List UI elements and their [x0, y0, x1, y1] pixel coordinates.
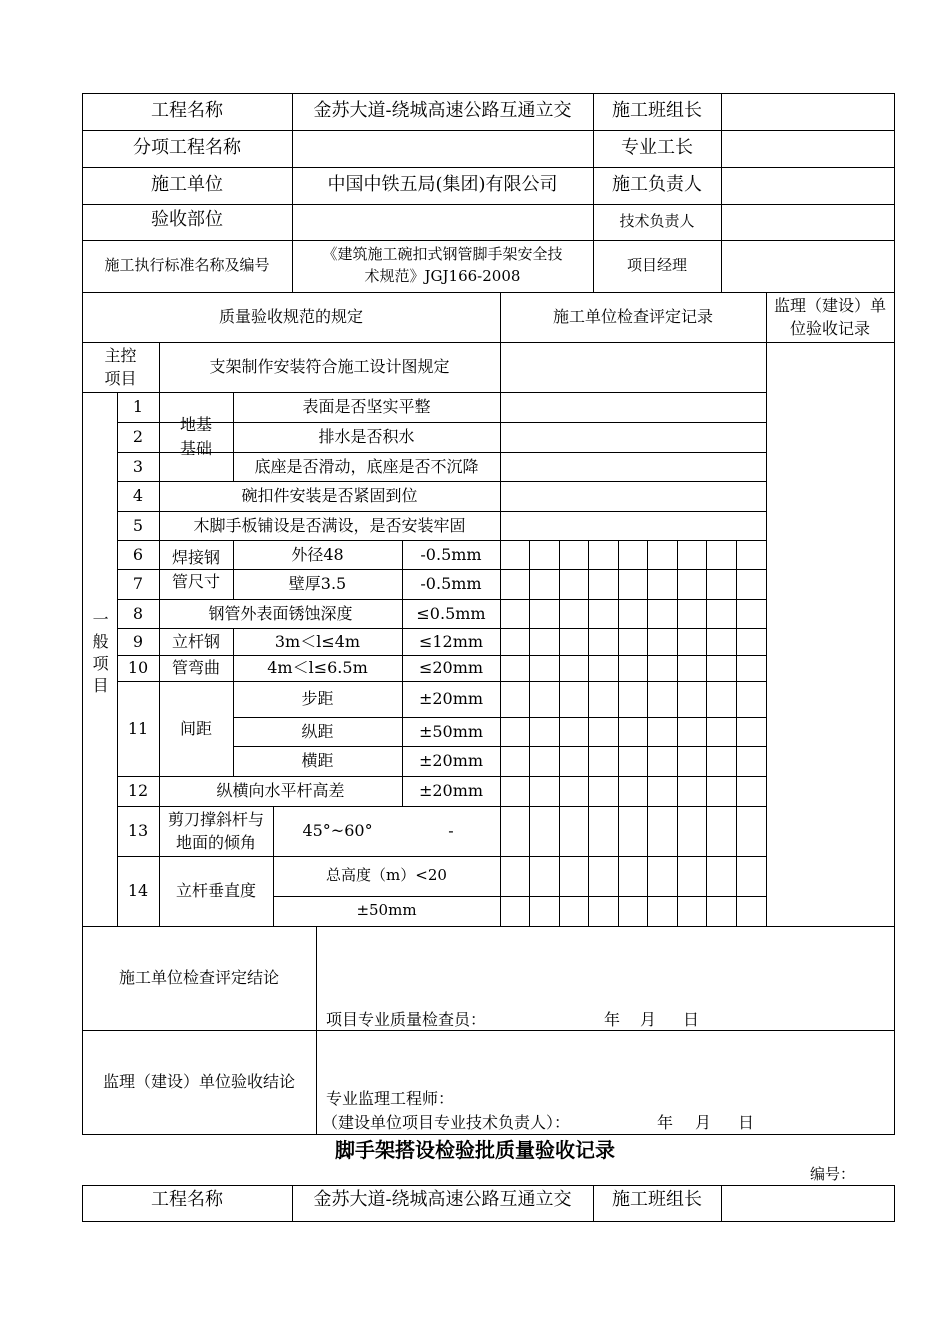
- row-no: 3: [132, 456, 144, 476]
- item-text: 纵横向水平杆高差: [216, 781, 345, 801]
- foundation-line1: 地基: [179, 415, 212, 435]
- tolerance: ≤20mm: [418, 658, 484, 678]
- weld-line1: 焊接钢: [171, 548, 220, 568]
- item-text: 钢管外表面锈蚀深度: [208, 603, 353, 623]
- item-text: 表面是否坚实平整: [302, 397, 431, 417]
- item-text: 3m＜l≤4m: [274, 631, 361, 651]
- contractor-label: 施工单位: [151, 174, 223, 196]
- quality-inspector-line: [326, 1007, 486, 1030]
- supervisor-engineer-label: 专业监理工程师：: [326, 1089, 455, 1108]
- contractor-check-header: 施工单位检查评定记录: [552, 307, 713, 327]
- record-number-label: 编号：: [810, 1165, 856, 1183]
- spacing-label: 间距: [179, 718, 212, 738]
- bracing-angle-label: [159, 806, 273, 856]
- row-no: 8: [132, 603, 144, 623]
- standard-value-line2: 术规范》JGJ166-2008: [364, 267, 521, 285]
- inspection-part-label: 验收部位: [151, 208, 223, 230]
- row-no: 11: [127, 718, 149, 738]
- bracing-line1: 剪刀撑斜杆与: [167, 809, 264, 829]
- item-text: 步距: [301, 689, 334, 709]
- row-no: 13: [127, 821, 149, 841]
- row-no: 6: [132, 544, 144, 564]
- main-control-label: [82, 342, 159, 392]
- team-leader-field[interactable]: [721, 1185, 894, 1221]
- item-text: 总高度（m）<20: [326, 866, 447, 885]
- item-text: 45°~60°: [302, 821, 373, 841]
- contractor-conclusion-label: 施工单位检查评定结论: [118, 968, 279, 988]
- spec-column-header: 质量验收规范的规定: [218, 307, 363, 327]
- standard-label: 施工执行标准名称及编号: [104, 256, 270, 275]
- main-control-line2: 项目: [104, 369, 137, 388]
- weld-line2: 管尺寸: [171, 571, 220, 591]
- item-text: 4m＜l≤6.5m: [267, 658, 368, 678]
- project-manager-label: 项目经理: [626, 256, 687, 275]
- row-no: 7: [132, 574, 144, 594]
- inspection-part-field[interactable]: [292, 204, 593, 240]
- row-no: 2: [132, 427, 144, 447]
- tech-manager-field[interactable]: [721, 204, 894, 240]
- site-manager-field[interactable]: [721, 167, 894, 204]
- standard-value-line1: 《建筑施工碗扣式钢管脚手架安全技: [322, 245, 563, 264]
- pole-verticality-label: 立杆垂直度: [175, 881, 256, 901]
- project-name-label: 工程名称: [151, 1188, 223, 1210]
- standard-value: [292, 240, 593, 292]
- item-text: 木脚手板铺设是否满设，是否安装牢固: [193, 515, 466, 535]
- subproject-label: 分项工程名称: [133, 137, 241, 159]
- tolerance: ±50mm: [356, 901, 417, 920]
- team-leader-field[interactable]: [721, 93, 894, 130]
- quality-inspector-label: 项目专业质量检查员：: [326, 1010, 487, 1029]
- tolerance: -: [448, 821, 454, 841]
- team-leader-label: 施工班组长: [612, 100, 702, 122]
- item-text: 壁厚3.5: [288, 574, 347, 594]
- bend-line2: 管弯曲: [171, 657, 220, 677]
- tolerance: -0.5mm: [420, 574, 482, 594]
- tech-manager-label: 技术负责人: [619, 212, 695, 231]
- supervisor-conclusion-label: 监理（建设）单位验收结论: [102, 1072, 295, 1092]
- row-no: 12: [127, 781, 149, 801]
- row-no: 5: [132, 515, 144, 535]
- row-no: 10: [127, 658, 149, 678]
- bend-line1: 立杆钢: [171, 631, 220, 651]
- specialist-field[interactable]: [721, 130, 894, 167]
- date-day: 日: [683, 1010, 700, 1029]
- project-name-value: 金苏大道-绕城高速公路互通立交: [313, 1188, 572, 1210]
- tolerance: ±20mm: [418, 781, 484, 801]
- bracing-line2: 地面的倾角: [175, 833, 256, 852]
- supervisor-record-header: [766, 292, 894, 342]
- weld-pipe-label: [159, 540, 233, 599]
- row-no: 4: [132, 486, 144, 506]
- subproject-field[interactable]: [292, 130, 593, 167]
- contractor-value: 中国中铁五局(集团)有限公司: [327, 174, 558, 196]
- item-text: 碗扣件安装是否紧固到位: [241, 486, 418, 506]
- item-text: 横距: [301, 751, 334, 771]
- main-control-line1: 主控: [104, 345, 137, 365]
- supervisor-header-line1: 监理（建设）单: [773, 295, 886, 315]
- main-control-item: 支架制作安装符合施工设计图规定: [209, 357, 450, 377]
- team-leader-label: 施工班组长: [612, 1188, 702, 1210]
- date-day: 日: [738, 1113, 755, 1132]
- tolerance: ±20mm: [418, 689, 484, 709]
- tolerance: ≤12mm: [418, 631, 484, 651]
- date-year: 年: [657, 1113, 674, 1132]
- tolerance: ±50mm: [418, 721, 484, 741]
- project-manager-field[interactable]: [721, 240, 894, 292]
- item-text: 底座是否滑动，底座是否不沉降: [254, 456, 479, 476]
- row-no: 14: [127, 881, 149, 901]
- site-manager-label: 施工负责人: [612, 174, 702, 196]
- owner-tech-manager-label: （建设单位项目专业技术负责人）：: [322, 1113, 571, 1132]
- row-no: 1: [132, 397, 144, 417]
- pole-bend-label: [159, 628, 233, 681]
- date-month: 月: [640, 1010, 657, 1029]
- general-items-label: 一般项目: [90, 611, 110, 699]
- tolerance: ±20mm: [418, 751, 484, 771]
- tolerance: -0.5mm: [420, 544, 482, 564]
- item-text: 排水是否积水: [318, 427, 415, 447]
- foundation-label: [159, 392, 233, 481]
- item-text: 纵距: [301, 721, 334, 741]
- foundation-line2: 基础: [179, 438, 212, 458]
- project-name-value: 金苏大道-绕城高速公路互通立交: [313, 100, 572, 122]
- tolerance: ≤0.5mm: [416, 603, 486, 623]
- page-title: 脚手架搭设检验批质量验收记录: [335, 1138, 615, 1162]
- specialist-label: 专业工长: [621, 137, 693, 159]
- row-no: 9: [132, 631, 144, 651]
- date-month: 月: [695, 1113, 712, 1132]
- project-name-label: 工程名称: [151, 100, 223, 122]
- item-text: 外径48: [291, 544, 344, 564]
- date-year: 年: [604, 1010, 621, 1029]
- supervisor-header-line2: 位验收记录: [789, 319, 870, 338]
